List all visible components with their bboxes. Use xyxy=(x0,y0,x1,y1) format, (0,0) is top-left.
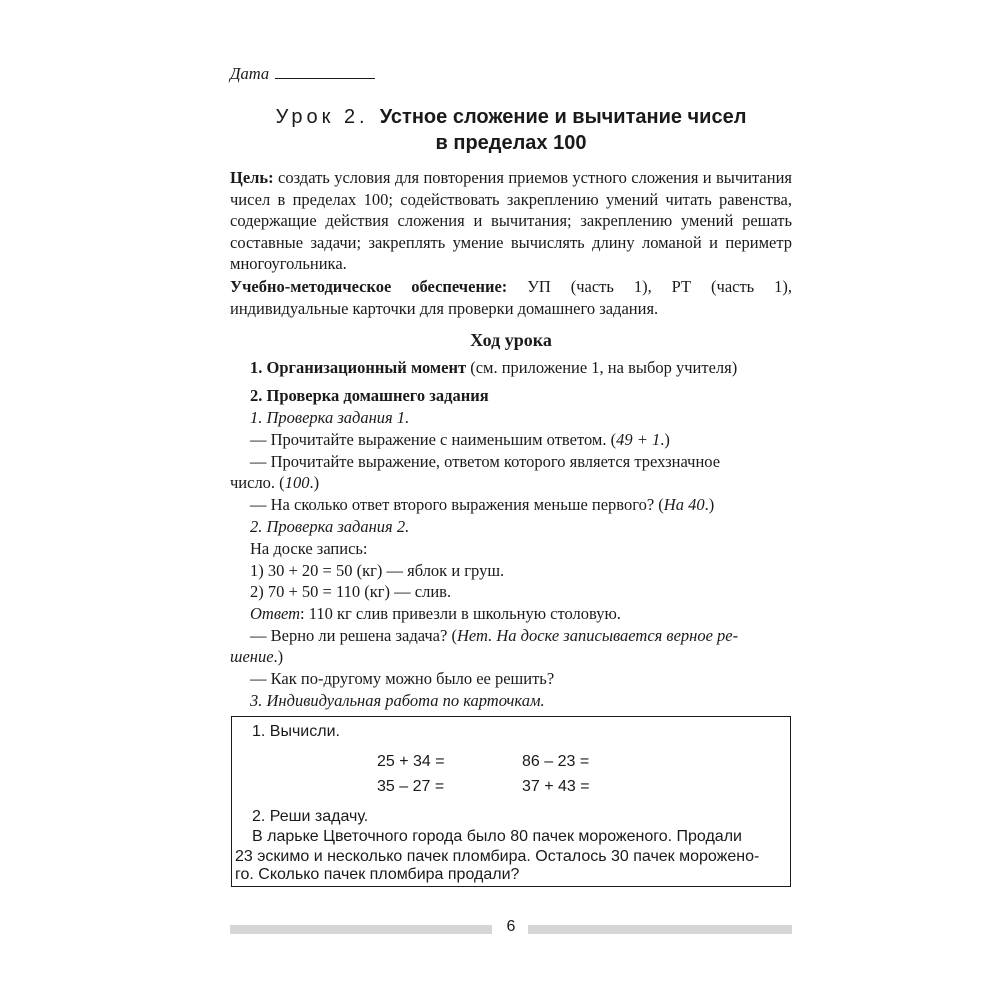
question1-end: .) xyxy=(660,430,670,449)
question1-answer: 49 + 1 xyxy=(616,430,661,449)
course-heading: Ход урока xyxy=(470,330,552,350)
step1-line xyxy=(230,358,812,378)
lesson-number: Урок 2. xyxy=(275,106,369,128)
step1-text: (см. приложение 1, на выбор учителя) xyxy=(470,358,738,377)
supply-text: УП (часть 1), РТ (часть 1), индивидуальные карточки для проверки домашнего задания. xyxy=(230,277,792,318)
problem-line2: 23 эскимо и несколько пачек пломбира. Осталось 30 пачек морожено- xyxy=(235,848,760,865)
date-field xyxy=(230,64,375,84)
board-line2: 2) 70 + 50 = 110 (кг) — слив. xyxy=(250,582,452,601)
question3 xyxy=(230,495,812,515)
supply-paragraph xyxy=(230,276,792,319)
expression-3: 35 – 27 = xyxy=(377,778,445,795)
question4-end: .) xyxy=(273,647,284,666)
question2-answer: 100 xyxy=(284,473,310,492)
question2-line2 xyxy=(230,473,792,493)
question2-end: .) xyxy=(309,473,320,492)
question4-answer-part2: шение xyxy=(230,647,274,666)
goal-paragraph xyxy=(230,167,792,275)
footer-bar-right xyxy=(528,925,792,934)
task1-label: 1. Вычисли. xyxy=(252,723,340,740)
check3-heading: 3. Индивидуальная работа по карточкам. xyxy=(250,691,545,710)
question2-line1: — Прочитайте выражение, ответом которого является трехзначное xyxy=(250,452,721,471)
problem-line1: В ларьке Цветочного города было 80 пачек мороженого. Продали xyxy=(252,828,742,845)
task-card xyxy=(231,716,791,887)
question2-start: число. ( xyxy=(230,473,285,492)
date-blank-line xyxy=(275,77,375,79)
question4-text: — Верно ли решена задача? ( xyxy=(250,626,457,645)
lesson-title-line1: Устное сложение и вычитание чисел xyxy=(379,106,747,128)
answer-line xyxy=(230,604,812,624)
question3-text: — На сколько ответ второго выражения меньше первого? ( xyxy=(250,495,664,514)
question1 xyxy=(230,430,812,450)
problem-line3: го. Сколько пачек пломбира продали? xyxy=(235,866,520,883)
footer-bar-left xyxy=(230,925,492,934)
question3-answer: На 40 xyxy=(663,495,705,514)
expression-4: 37 + 43 = xyxy=(522,778,590,795)
expression-1: 25 + 34 = xyxy=(377,753,445,770)
date-label: Дата xyxy=(230,64,270,83)
page-number: 6 xyxy=(506,918,516,935)
answer-label: Ответ xyxy=(250,604,301,623)
lesson-title xyxy=(230,104,792,156)
check2-heading: 2. Проверка задания 2. xyxy=(250,517,410,536)
answer-text: : 110 кг слив привезли в школьную столовую. xyxy=(300,604,621,623)
board-label: На доске запись: xyxy=(250,539,368,558)
task2-label: 2. Реши задачу. xyxy=(252,808,369,825)
goal-text: создать условия для повторения приемов устного сложения и вычитания чисел в пределах 100; содействовать закреплению умений читать равенства, содержащие действия сложения и вычитания; закреплению умений решать составные задачи; закреплять умение вычислять длину ломаной и периметр многоугольника. xyxy=(230,168,792,274)
question5: — Как по-другому можно было ее решить? xyxy=(250,669,555,688)
goal-label: Цель: xyxy=(230,168,274,187)
question4-line2 xyxy=(230,647,792,667)
step1-label: 1. Организационный момент xyxy=(250,358,467,377)
step2-heading: 2. Проверка домашнего задания xyxy=(250,386,489,405)
question4-answer-part1: Нет. На доске записывается верное ре- xyxy=(456,626,739,645)
expression-2: 86 – 23 = xyxy=(522,753,590,770)
question3-end: .) xyxy=(704,495,715,514)
supply-label: Учебно-методическое обеспечение: xyxy=(230,277,508,296)
question4-line1 xyxy=(230,626,812,646)
question1-text: — Прочитайте выражение с наименьшим ответом. ( xyxy=(250,430,617,449)
lesson-title-line2: в пределах 100 xyxy=(435,132,587,154)
check1-heading: 1. Проверка задания 1. xyxy=(250,408,410,427)
board-line1: 1) 30 + 20 = 50 (кг) — яблок и груш. xyxy=(250,561,505,580)
